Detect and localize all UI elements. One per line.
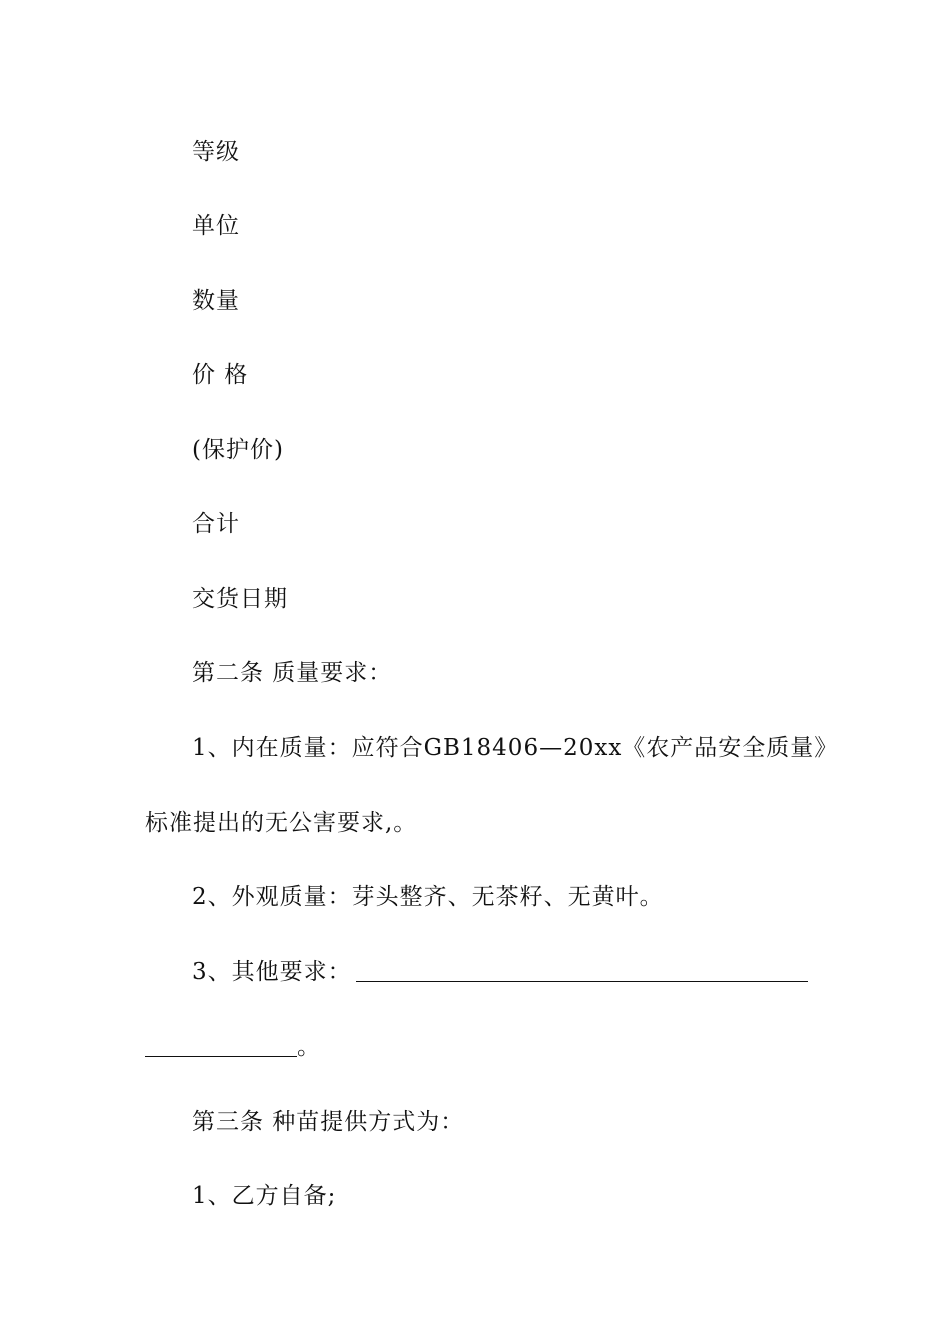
quality-item-1-continued: 标准提出的无公害要求,。	[145, 810, 418, 836]
quality-item-3-continued	[145, 1032, 321, 1062]
field-protected-price: (保护价)	[192, 437, 284, 463]
field-unit: 单位	[192, 213, 240, 239]
field-delivery-date: 交货日期	[192, 586, 288, 612]
field-quantity: 数量	[192, 288, 240, 314]
field-grade: 等级	[192, 139, 240, 165]
quality-item-3-end: 。	[297, 1034, 321, 1060]
field-price: 价 格	[192, 362, 249, 388]
field-total: 合计	[192, 511, 240, 537]
article-2-heading: 第二条 质量要求：	[192, 660, 393, 686]
quality-item-2: 2、外观质量：芽头整齐、无茶籽、无黄叶。	[192, 884, 664, 910]
seedling-item-1: 1、乙方自备;	[192, 1183, 337, 1209]
fill-in-blank-line-end	[145, 1034, 297, 1057]
article-3-heading: 第三条 种苗提供方式为：	[192, 1109, 465, 1135]
quality-item-3	[192, 957, 808, 987]
fill-in-blank-line	[356, 959, 808, 982]
quality-item-3-label: 3、其他要求：	[192, 959, 352, 985]
quality-item-1: 1、内在质量：应符合GB18406—20xx《农产品安全质量》	[192, 735, 839, 761]
